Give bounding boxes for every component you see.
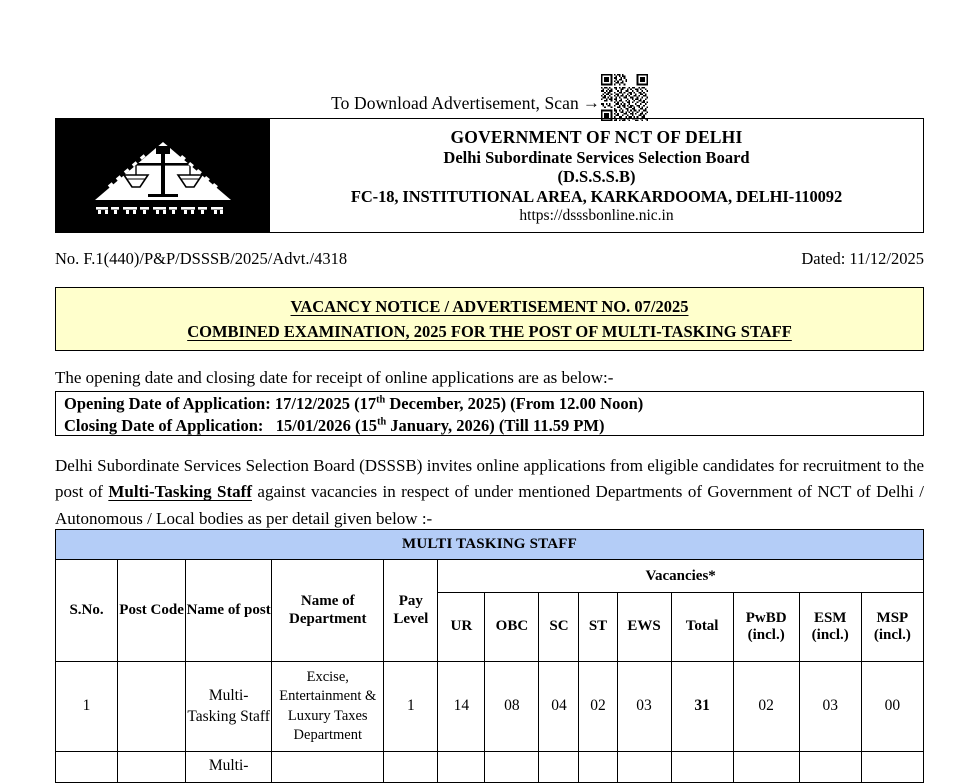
closing-date-tail: January, 2026) (Till 11.59 PM) [386, 415, 605, 435]
cell-post-code [118, 752, 186, 783]
opening-date-row [64, 393, 923, 415]
header-msp: MSP (incl.) [861, 593, 923, 662]
header-st: ST [579, 593, 617, 662]
header-vacancies-group: Vacancies* [438, 560, 924, 593]
header-post-code: Post Code [118, 560, 186, 662]
table-band-row [56, 530, 924, 560]
cell-esm: 03 [799, 662, 861, 752]
cell-name-of-department [272, 752, 384, 783]
header-esm: ESM (incl.) [799, 593, 861, 662]
cell-ur [438, 752, 485, 783]
header-name-of-department: Name of Department [272, 560, 384, 662]
right-arrow-icon: → [582, 93, 600, 112]
dates-intro-text: The opening date and closing date for receipt of online applications are as below:- [55, 368, 614, 387]
opening-date-value: 17/12/2025 (17 [274, 394, 377, 413]
cell-sc: 04 [539, 662, 579, 752]
header-total: Total [671, 593, 733, 662]
closing-date-label: Closing Date of Application: [64, 415, 264, 435]
cell-ur: 14 [438, 662, 485, 752]
board-website: https://dsssbonline.nic.in [519, 206, 674, 224]
vacancy-notice-box [55, 287, 924, 351]
board-name: Delhi Subordinate Services Selection Board [443, 147, 750, 167]
cell-esm [799, 752, 861, 783]
header-obc: OBC [485, 593, 539, 662]
cell-name-of-department: Excise, Entertainment & Luxury Taxes Department [272, 662, 384, 752]
cell-name-of-post: Multi-Tasking Staff [186, 662, 272, 752]
header-pay-level: Pay Level [384, 560, 438, 662]
vacancy-table [55, 529, 924, 783]
paragraph-part-2: against vacancies in respect of under mentioned Departments of Government of NCT of Delhi / Autonomous / Local bodies as per detail given below :- [55, 482, 924, 528]
reference-line [55, 249, 924, 269]
invitation-paragraph [55, 453, 924, 532]
cell-obc: 08 [485, 662, 539, 752]
closing-date-row [64, 415, 923, 437]
cell-st: 02 [579, 662, 617, 752]
table-row [56, 752, 924, 783]
header-name-of-post: Name of post [186, 560, 272, 662]
header-pwbd: PwBD (incl.) [733, 593, 799, 662]
scan-advertisement-label: To Download Advertisement, Scan [331, 92, 579, 113]
closing-date-value: 15/01/2026 (15 [267, 415, 378, 435]
cell-total [671, 752, 733, 783]
cell-st [579, 752, 617, 783]
closing-date-ordinal: th [377, 416, 387, 428]
header-sno: S.No. [56, 560, 118, 662]
govt-name: GOVERNMENT OF NCT OF DELHI [450, 126, 743, 147]
table-band-title: MULTI TASKING STAFF [56, 530, 924, 560]
table-header-row-1 [56, 560, 924, 593]
opening-date-label: Opening Date of Application: [64, 394, 271, 413]
board-abbreviation: (D.S.S.S.B) [557, 167, 636, 187]
masthead [55, 118, 924, 233]
cell-post-code [118, 662, 186, 752]
cell-sno [56, 752, 118, 783]
post-name-emphasis: Multi-Tasking Staff [108, 482, 252, 502]
cell-name-of-post: Multi- [186, 752, 272, 783]
header-sc: SC [539, 593, 579, 662]
header-ews: EWS [617, 593, 671, 662]
cell-ews [617, 752, 671, 783]
cell-pwbd [733, 752, 799, 783]
table-row [56, 662, 924, 752]
cell-ews: 03 [617, 662, 671, 752]
opening-date-ordinal: th [376, 394, 386, 406]
application-dates-box [55, 391, 924, 436]
scan-advertisement-line [0, 86, 979, 120]
advertisement-number: VACANCY NOTICE / ADVERTISEMENT NO. 07/2025 [290, 296, 689, 316]
cell-pwbd: 02 [733, 662, 799, 752]
cell-msp [861, 752, 923, 783]
dated-text: Dated: 11/12/2025 [801, 249, 924, 268]
paragraph-part-1: Delhi Subordinate Services Selection Board (DSSSB) invites online applications from eligible candidates for recruitment to the post of [55, 456, 924, 502]
file-number: No. F.1(440)/P&P/DSSSB/2025/Advt./4318 [55, 249, 348, 268]
cell-obc [485, 752, 539, 783]
cell-msp: 00 [861, 662, 923, 752]
cell-sc [539, 752, 579, 783]
cell-total: 31 [671, 662, 733, 752]
dsssb-emblem-icon [56, 119, 270, 232]
cell-sno: 1 [56, 662, 118, 752]
masthead-titles [270, 119, 923, 232]
opening-date-tail: December, 2025) (From 12.00 Noon) [385, 394, 644, 413]
cell-pay-level: 1 [384, 662, 438, 752]
cell-pay-level [384, 752, 438, 783]
board-address: FC-18, INSTITUTIONAL AREA, KARKARDOOMA, DELHI-110092 [350, 187, 843, 206]
examination-title: COMBINED EXAMINATION, 2025 FOR THE POST OF MULTI-TASKING STAFF [187, 321, 792, 341]
header-ur: UR [438, 593, 485, 662]
